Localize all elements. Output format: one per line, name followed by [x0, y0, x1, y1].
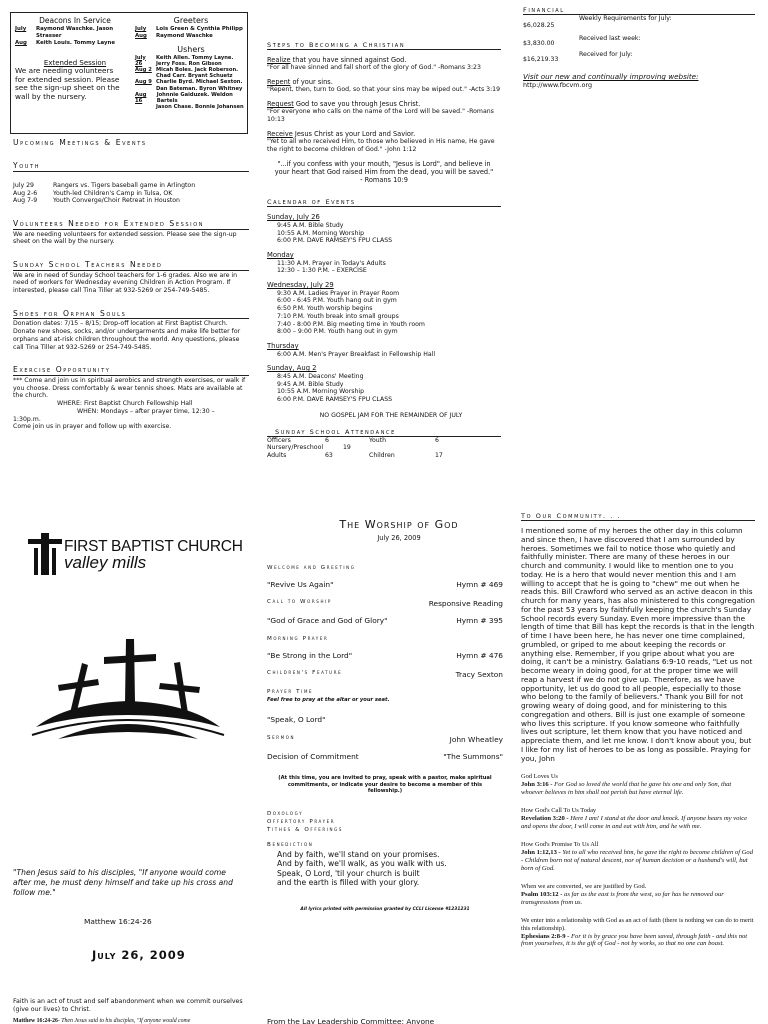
event-date: July 29 — [13, 181, 34, 189]
order-item — [267, 636, 503, 643]
prayer-note: Feel free to pray at the altar or your seat. — [267, 697, 390, 704]
calendar-note: NO GOSPEL JAM FOR THE REMAINDER OF JULY — [319, 411, 463, 419]
attendance-label: Nursery/Preschool — [267, 444, 324, 452]
steps-list — [267, 56, 501, 153]
steps-closing: "...if you confess with your mouth, "Jesus is Lord", and believe in your heart that God raised Him from the dead, you will be saved." - Romans 10:9 — [274, 159, 494, 185]
teachers-text: We are in need of Sunday School teachers for 1-6 grades. Also we are in need of workers for Wednesday evening Children in Action Program. If interested, please call Tina Tiller at 932-5269 or 254-749-5485. — [13, 271, 238, 295]
greeters-title: Greeters — [173, 16, 209, 25]
order-left: Prayer Time — [267, 689, 314, 696]
order-left: Morning Prayer — [267, 635, 329, 642]
servant-month: Aug — [15, 39, 27, 46]
community-title: To Our Community. . . — [521, 512, 755, 521]
verse-text: Here I am! I stand at the door and knock. If anyone hears my voice and opens the door, I will come in and eat with him, and he with me. — [521, 815, 748, 831]
benediction-lyrics — [267, 850, 503, 888]
church-name: FIRST BAPTIST CHURCH — [64, 538, 243, 555]
attendance-value: 17 — [435, 452, 443, 460]
verse-head: When we are converted, we are justified by God. — [521, 882, 647, 890]
calendar-day — [267, 251, 501, 275]
step-lead: Realize — [267, 56, 291, 65]
calendar-item: 10:55 A.M. Morning Worship — [277, 229, 365, 237]
order-right: Responsive Reading — [428, 599, 503, 609]
step-quote: "Repent, then, turn to God, so that your sins may be wiped out." -Acts 3:19 — [267, 86, 501, 94]
order-left: "Revive Us Again" — [267, 579, 334, 589]
attendance-label — [369, 444, 435, 452]
verse-body — [521, 933, 755, 949]
shoes-title: Shoes for Orphan Souls — [13, 309, 249, 319]
attendance-label: Adults — [267, 452, 287, 460]
step-quote: "For all have sinned and fall short of the glory of God." -Romans 3:23 — [267, 64, 481, 72]
verse-text: For God so loved the world that he gave his one and only Son, that whoever believes in him shall not perish but have eternal life. — [521, 781, 732, 797]
attendance-label: Youth — [369, 436, 387, 444]
servant-row — [135, 33, 247, 40]
upcoming-title: Upcoming Meetings & Events — [13, 138, 147, 147]
verse-head: How God's Promise To Us All — [521, 841, 599, 848]
benediction-line: and the earth is filled with your glory. — [277, 878, 420, 888]
financial-label: Weekly Requirements for July: — [579, 15, 672, 23]
verse-head: How God's Call To Us Today — [521, 807, 597, 815]
order-left: Call to Worship — [267, 599, 332, 606]
calendar-item: 7:40 - 8:00 P.M. Big meeting time in Youth room — [277, 320, 425, 328]
calendar-item: 12:30 – 1:30 P.M. – EXERCISE — [277, 267, 367, 275]
calendar-day-title: Monday — [267, 251, 294, 260]
order-item — [267, 616, 503, 625]
order-left: "Be Strong in the Lord" — [267, 650, 353, 660]
servant-names: Keith Louis. Tommy Layne — [36, 39, 116, 46]
calendar-item: 9:30 A.M. Ladies Prayer in Prayer Room — [277, 289, 400, 297]
verse-block — [521, 841, 755, 873]
cover-date: July 26, 2009 — [92, 948, 186, 962]
verse-body — [521, 849, 755, 873]
step-line — [267, 78, 501, 86]
shoes-text-2: Donate new shoes, socks, and/or undergarments and make life better for orphans and at-risk children throughout the world. Any questions, please call Tina Tiller at 932-5269 or 254-749-5485. — [13, 328, 241, 351]
servant-names: Charlie Byrd. Michael Sexton. — [156, 79, 243, 86]
order-left: "God of Grace and God of Glory" — [267, 616, 388, 626]
verse-head: We enter into a relationship with God as an act of faith (there is nothing we can do to merit this relationship). — [521, 916, 754, 932]
cover-quote-ref: Matthew 16:24-26 — [84, 917, 152, 926]
step-item — [267, 100, 501, 124]
youth-event — [13, 182, 249, 190]
cover-panel — [0, 515, 256, 1024]
exercise-text: *** Come and join us in spiritual aerobics and strength exercises, or walk if you choose. Dress comfortably & wear tennis shoes. Mats are available at the church. — [13, 376, 246, 400]
exercise-where: WHERE: First Baptist Church Fellowship Hall — [57, 400, 193, 408]
financial-label: Received last week: — [579, 35, 641, 43]
deacons-list — [15, 26, 135, 46]
step-lead: Repent — [267, 78, 291, 87]
worship-date: July 26, 2009 — [377, 533, 421, 542]
order-item — [267, 689, 503, 696]
crosses-on-hill-icon — [28, 635, 228, 745]
financial-amount: $3,830.00 — [523, 40, 555, 48]
servant-month: July — [135, 26, 147, 32]
calendar-item: 6:00 P.M. DAVE RAMSEY'S FPU CLASS — [277, 237, 393, 245]
website-url[interactable]: http://www.fbcvm.org — [523, 81, 593, 90]
attendance-value: 6 — [435, 436, 439, 444]
steps-section — [267, 41, 501, 460]
logo-cross-icon — [28, 533, 62, 575]
servant-names: Jason Chase. Bonnie Johansen — [156, 104, 244, 111]
verse-text: as far as the east is from the west, so far has he removed our transgressions from us. — [521, 890, 724, 906]
event-date: Aug 7-9 — [13, 197, 38, 205]
closing-items — [267, 811, 503, 849]
worship-order — [267, 565, 503, 696]
servant-names: Dan Bateman. Byron Whitney — [156, 85, 243, 92]
verse-block — [521, 917, 755, 949]
cover-quote: "Then Jesus said to his disciples, "If anyone would come after me, he must deny himself and take up his cross and follow me." — [13, 868, 233, 897]
steps-title: Steps to Becoming a Christian — [267, 41, 501, 50]
servant-names: Raymond Waschke — [156, 32, 213, 39]
step-text: of your sins. — [290, 78, 333, 87]
financial-list — [523, 15, 755, 67]
servant-month: Aug — [135, 32, 147, 39]
financial-label: Received for July: — [579, 51, 633, 59]
youth-event — [13, 197, 249, 205]
calendar-item: 9:45 A.M. Bible Study — [277, 380, 344, 388]
order-right: Tracy Sexton — [455, 669, 503, 679]
calendar-item: 7:10 P.M. Youth break into small groups — [277, 312, 399, 320]
calendar-item: 6:00 P.M. DAVE RAMSEY'S FPU CLASS — [277, 396, 393, 404]
closing-item: Benediction — [267, 841, 314, 848]
calendar-item: 6:00 - 6:45 P.M. Youth hang out in gym — [277, 297, 397, 305]
order-item — [267, 565, 503, 572]
calendar-day — [267, 281, 501, 336]
benediction-line: Speak, O Lord, 'til your church is built — [277, 868, 420, 878]
worship-title: The Worship of God — [339, 518, 459, 531]
volunteers-text: We are needing volunteers for extended session. Please see the sign-up sheet on the wall by the nursery. — [13, 230, 237, 246]
step-lead: Request — [267, 100, 294, 109]
servant-month: July — [15, 26, 27, 33]
order-item — [267, 580, 503, 589]
extended-text: We are needing volunteers for extended session. Please see the sign-up sheet on the wall by the nursery. — [15, 66, 120, 101]
servant-row — [135, 92, 247, 104]
exercise-title: Exercise Opportunity — [13, 365, 249, 375]
volunteers-title: Volunteers Needed for Extended Session — [13, 219, 249, 229]
attendance-row — [267, 452, 501, 460]
attendance-row — [267, 437, 501, 445]
benediction-line: And by faith, we'll stand on your promises. — [277, 849, 440, 859]
calendar-item: 6:50 P.M. Youth worship begins — [277, 305, 373, 313]
exercise-when-2: 1:30p.m. — [13, 415, 41, 423]
servant-names: Raymond Waschke. Jason Strasser — [36, 26, 114, 40]
church-city: valley mills — [64, 553, 147, 572]
step-line — [267, 130, 501, 138]
attendance-label: Children — [369, 452, 395, 460]
verse-ref: John 1:12,13 - — [521, 849, 561, 856]
attendance-title: Sunday School Attendance — [267, 428, 501, 437]
financial-row — [523, 15, 755, 35]
shoes-text-1: Donation dates: 7/15 – 8/15; Drop-off location at First Baptist Church. — [13, 320, 228, 328]
calendar-day-title: Sunday, July 26 — [267, 213, 320, 222]
community-letter: I mentioned some of my heroes the other day in this column and since then, I have discovered that I am surrounded by heroes. Sometimes we fail to notice those who quietly and faithfully minister. There are many of these heroes in our church and community. I would like to mention one to you today. He is a hero that would never mention this and I am willing to accept that he is going to "chew" me out when he reads this. Bill Crawford who served as an active deacon in this church for many years, has also ministered to this congregation for the past 53 years by faithfully keeping the church's Sunday School records every Sunday. Even more impressive than the length of time that Bill has kept the records is that in the length of time I have been here, he has never one time complained, grumbled, or griped to me about keeping the records or anything else. Remember, if you gripe about what you are doing, it can't be a ministry. Galatians 6:9-10 reads, "Let us not become weary in doing good, for at the proper time we will reap a harvest if we do not give up. Therefore, as we have opportunity, let us do good to all people, especially to those who belong to the family of believers." Thank you Bill for not growing weary of doing good, and for ministering to this congregation and others. Bill is just one example of someone who lives this scripture. If you know someone who faithfully lives out scripture, let them know that you have noticed and appreciate them, and let me know. I don't know about you, but I like for my list of heroes to be as long as possible. Praying for you, John — [521, 526, 755, 763]
servant-row — [135, 55, 247, 67]
teachers-title: Sunday School Teachers Needed — [13, 260, 249, 270]
financial-title: Financial — [523, 6, 755, 15]
step-item — [267, 56, 501, 72]
calendar-item: 8:00 – 9:00 P.M. Youth hang out in gym — [277, 328, 398, 336]
servant-names: Johnnie Gaiduzek. Weldon Bartels — [156, 91, 233, 105]
verse-block — [521, 883, 755, 907]
servant-names: Micah Boles. Jack Roberson. Chad Carr. Bryant Schuetz — [156, 66, 239, 80]
step-line — [267, 56, 501, 64]
step-text: God to save you through Jesus Christ. — [293, 100, 421, 109]
step-item — [267, 130, 501, 154]
financial-amount: $6,028.25 — [523, 22, 555, 30]
verse-list — [521, 773, 755, 948]
verse-ref: John 3:16 - — [521, 781, 553, 789]
financial-amount: $16,219.33 — [523, 56, 559, 64]
servant-month: Aug 2 — [135, 66, 152, 73]
financial-section — [523, 6, 755, 89]
step-line — [267, 100, 501, 108]
calendar-item: 8:45 A.M. Deacons' Meeting — [277, 372, 364, 380]
calendar-item: 10:55 A.M. Morning Worship — [277, 388, 365, 396]
step-text: that you have sinned against God. — [290, 56, 407, 65]
step-quote: "Yet to all who received Him, to those who believed in His name, He gave the right to become children of God." -John 1:12 — [267, 138, 495, 153]
commitment-song: "The Summons" — [443, 752, 503, 762]
servant-month: July 26 — [135, 54, 146, 67]
worship-panel — [267, 518, 503, 912]
step-lead: Receive — [267, 129, 293, 138]
step-item — [267, 78, 501, 94]
calendar-day-title: Wednesday, July 29 — [267, 281, 334, 290]
copyright-note: All lyrics printed with permission granted by CCLI License #1231231 — [300, 906, 470, 912]
order-item — [267, 670, 503, 679]
calendar-day-title: Thursday — [267, 342, 299, 351]
servants-box — [10, 12, 248, 134]
order-item — [267, 651, 503, 660]
order-item — [267, 599, 503, 608]
attendance-table — [267, 437, 501, 460]
speak-song: "Speak, O Lord" — [267, 714, 326, 724]
verse-body — [521, 891, 755, 907]
closing-item: Tithes & Offerings — [267, 826, 343, 833]
servant-row — [135, 67, 247, 79]
order-right: Hymn # 469 — [456, 579, 503, 589]
attendance-label: Officers — [267, 436, 291, 444]
attendance-value: 63 — [325, 452, 333, 460]
verse-text: Yet to all who received him, he gave the right to become children of God - Children born not of natural descent, nor of human decision or a husband's will, but born of God. — [521, 849, 754, 872]
calendar-item: 6:00 A.M. Men's Prayer Breakfast in Fellowship Hall — [277, 350, 436, 358]
servant-names: Keith Allen. Tommy Layne. Jerry Foss. Ron Gibson — [156, 54, 234, 67]
calendar-day-title: Sunday, Aug 2 — [267, 364, 317, 373]
upcoming-section — [13, 138, 249, 431]
servant-row — [135, 26, 247, 33]
attendance-row — [267, 444, 501, 452]
attendance-value: 19 — [343, 444, 351, 452]
servant-month — [135, 104, 153, 110]
verse-ref: Psalm 103:12 - — [521, 890, 563, 898]
verse-ref: Revelation 3:20 - — [521, 815, 569, 823]
church-logo — [28, 533, 62, 575]
event-text: Youth-led Children's Camp in Tulsa, OK — [53, 189, 173, 197]
calendar-day — [267, 364, 501, 403]
ushers-list — [135, 55, 247, 111]
deacons-title: Deacons In Service — [39, 16, 111, 25]
calendar-title: Calendar of Events — [267, 198, 501, 207]
youth-event — [13, 190, 249, 198]
verse-head: God Loves Us — [521, 773, 558, 781]
event-date: Aug 2-6 — [13, 189, 38, 197]
verse-block — [521, 807, 755, 831]
ushers-title: Ushers — [177, 44, 205, 54]
calendar-item: 9:45 A.M. Bible Study — [277, 221, 344, 229]
youth-list — [13, 182, 249, 205]
financial-row — [523, 51, 755, 67]
greeters-list — [135, 26, 247, 40]
servant-row — [15, 40, 135, 47]
sermon-speaker: John Wheatley — [449, 734, 503, 744]
financial-row — [523, 35, 755, 51]
verse-body — [521, 815, 755, 831]
faith-ref-text: - Then Jesus said to his disciples, "If anyone would come — [57, 1018, 191, 1024]
attendance-value: 6 — [325, 436, 329, 444]
exercise-close: Come join us in prayer and follow up with exercise. — [13, 423, 172, 431]
order-right: Hymn # 476 — [456, 650, 503, 660]
servant-row — [15, 26, 135, 40]
order-right: Hymn # 395 — [456, 616, 503, 626]
calendar-list — [267, 213, 501, 403]
event-text: Youth Converge/Choir Retreat in Houston — [53, 197, 180, 205]
servant-month: Aug 9 — [135, 79, 152, 86]
website-text: Visit our new and continually improving website: — [523, 72, 699, 82]
verse-ref: Ephesians 2:8-9 - — [521, 932, 570, 940]
servant-row — [135, 104, 247, 110]
youth-title: Youth — [13, 161, 249, 171]
invite-note: (At this time, you are invited to pray, speak with a pastor, make spiritual commitments, or indicate your desire to become a member of this fellowship.) — [278, 775, 492, 795]
closing-item: Offertory Prayer — [267, 818, 336, 825]
faith-text: Faith is an act of trust and self abandonment when we commit ourselves (give our lives) to Christ. — [13, 998, 243, 1013]
order-left: Children's Feature — [267, 669, 343, 676]
verse-block — [521, 773, 755, 797]
calendar-day — [267, 213, 501, 245]
servant-month: Aug 16 — [135, 91, 147, 105]
commitment-label: Decision of Commitment — [267, 752, 359, 762]
step-text: Jesus Christ as your Lord and Savior. — [292, 129, 416, 138]
exercise-when: WHEN: Mondays – after prayer time, 12:30 – — [77, 407, 215, 415]
event-text: Rangers vs. Tigers baseball game in Arlington — [53, 181, 196, 189]
verse-text: For it is by grace you have been saved, through faith - and this not from yourselves, it is the gift of God - not by works, so that no one can boast. — [521, 932, 748, 948]
sermon-label: Sermon — [267, 734, 296, 741]
faith-ref: Matthew 16:24-26 — [13, 1018, 58, 1024]
community-panel — [521, 512, 755, 948]
servant-names: Lois Green & Cynthia Philipp — [156, 26, 243, 32]
verse-body — [521, 781, 755, 797]
calendar-item: 11:30 A.M. Prayer in Today's Adults — [277, 259, 386, 267]
bottom-teaser: From the Lay Leadership Committee: Anyone — [267, 1017, 435, 1024]
closing-item: Doxology — [267, 810, 304, 817]
order-left: Welcome and Greeting — [267, 564, 356, 571]
step-quote: "For everyone who calls on the name of the Lord will be saved." -Romans 10:13 — [267, 108, 494, 124]
calendar-day — [267, 342, 501, 358]
benediction-line: And by faith, we'll walk, as you walk with us. — [277, 859, 447, 869]
extended-title: Extended Session — [43, 58, 107, 67]
